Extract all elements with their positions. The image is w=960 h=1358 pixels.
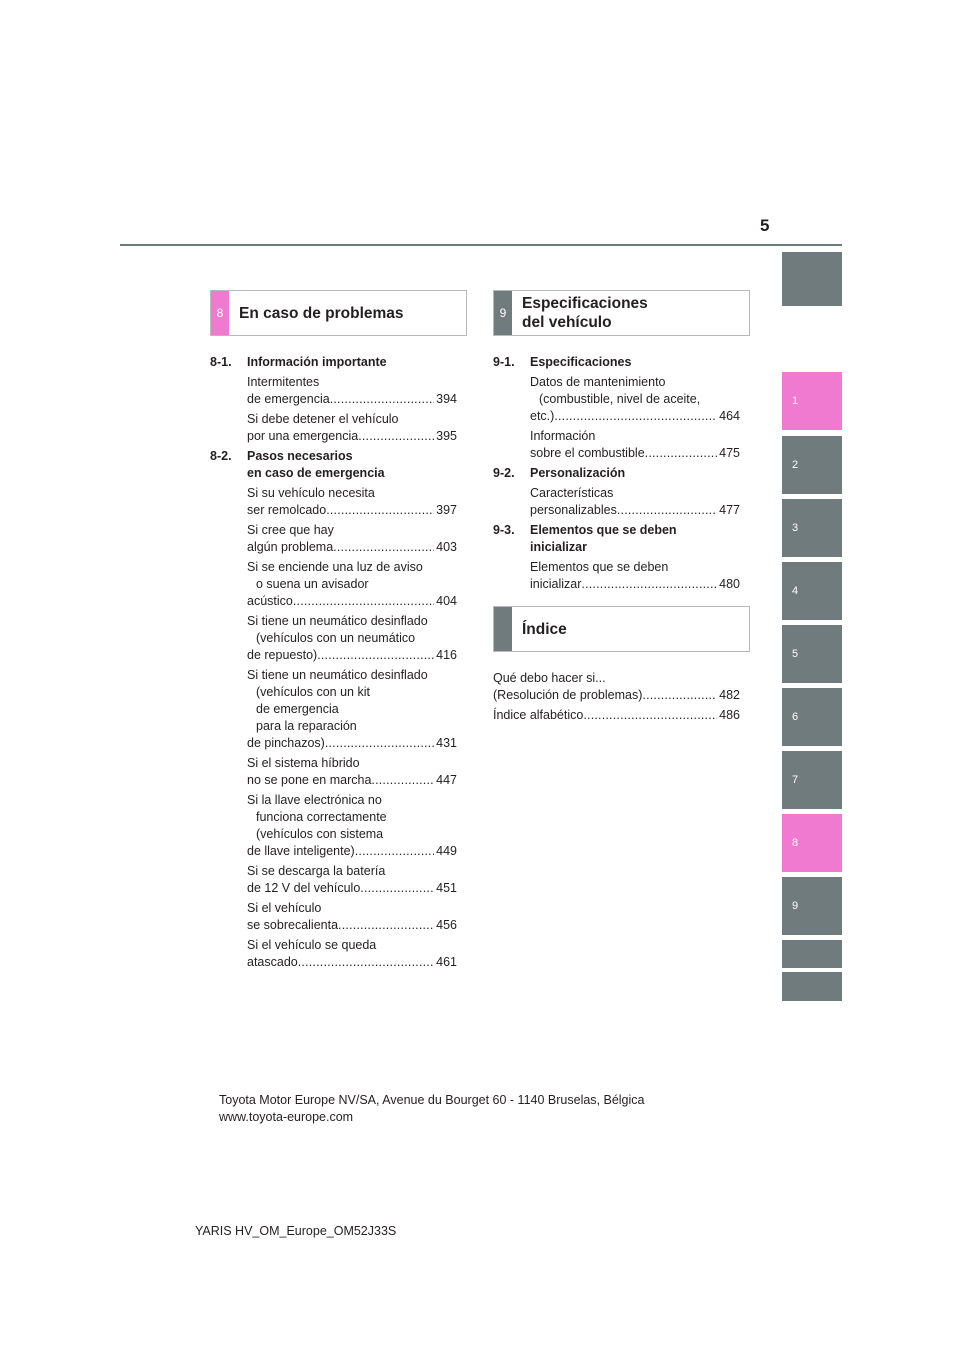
page-ref: 447 — [436, 773, 457, 787]
section-9-contents — [493, 354, 740, 596]
toc-entry[interactable]: Datos de mantenimiento (combustible, nivel de aceite, etc.) ..... 464 — [493, 374, 740, 425]
page-ref: 403 — [436, 540, 457, 554]
toc-entry[interactable]: Si el sistema híbrido no se pone en marcha ..... 447 — [210, 755, 457, 789]
toc-entry[interactable]: Qué debo hacer si... (Resolución de problemas) ..... 482 — [493, 670, 740, 704]
document-code: YARIS HV_OM_Europe_OM52J33S — [195, 1224, 397, 1238]
page-ref: 449 — [436, 844, 457, 858]
website-link[interactable]: www.toyota-europe.com — [219, 1110, 354, 1124]
toc-entry[interactable]: Si tiene un neumático desinflado (vehículos con un neumático de repuesto) ..... 416 — [210, 613, 457, 664]
toc-entry[interactable]: Si debe detener el vehículo por una emergencia ..... 395 — [210, 411, 457, 445]
page-ref: 486 — [719, 708, 740, 722]
page-ref: 395 — [436, 429, 457, 443]
index-header — [493, 606, 750, 652]
toc-entry[interactable]: Elementos que se deben inicializar ..... 480 — [493, 559, 740, 593]
page-ref: 464 — [719, 409, 740, 423]
side-tab-5[interactable]: 5 — [782, 625, 842, 683]
page-ref: 404 — [436, 594, 457, 608]
chapter-heading[interactable]: 9-3. Elementos que se deben inicializar — [493, 523, 677, 554]
page-ref: 461 — [436, 955, 457, 969]
chapter-heading[interactable]: 8-1. Información importante — [210, 355, 387, 369]
chapter-heading[interactable]: 9-1. Especificaciones — [493, 355, 632, 369]
page-ref: 451 — [436, 881, 457, 895]
toc-entry[interactable]: Si se descarga la batería de 12 V del vehículo ..... 451 — [210, 863, 457, 897]
side-tab-2[interactable]: 2 — [782, 436, 842, 494]
header-rule — [120, 244, 842, 246]
side-tab-1[interactable]: 1 — [782, 372, 842, 430]
toc-entry[interactable]: Si su vehículo necesita ser remolcado ..... 397 — [210, 485, 457, 519]
page-ref: 416 — [436, 648, 457, 662]
section-8-header — [210, 290, 467, 336]
side-tab-6[interactable]: 6 — [782, 688, 842, 746]
page-number: 5 — [760, 216, 770, 235]
section-8-number: 8 — [211, 291, 229, 335]
index-title: Índice — [522, 620, 567, 638]
toc-entry[interactable]: Información sobre el combustible ..... 475 — [493, 428, 740, 462]
toc-entry[interactable]: Intermitentes de emergencia ..... 394 — [210, 374, 457, 408]
chapter-heading[interactable]: 8-2. Pasos necesarios en caso de emergencia — [210, 449, 385, 480]
section-9-header — [493, 290, 750, 336]
page-ref: 431 — [436, 736, 457, 750]
toc-entry[interactable]: Si la llave electrónica no funciona correctamente (vehículos con sistema de llave inteligente) ..... 449 — [210, 792, 457, 860]
toc-entry[interactable]: Si tiene un neumático desinflado (vehículos con un kit de emergencia para la reparación de pinchazos) ..... 431 — [210, 667, 457, 752]
side-tab-blank-b[interactable] — [782, 972, 842, 1001]
side-tab-blank-top[interactable] — [782, 252, 842, 306]
toc-entry[interactable]: Si se enciende una luz de aviso o suena un avisador acústico ..... 404 — [210, 559, 457, 610]
index-color-bar — [494, 607, 512, 651]
toc-entry[interactable]: Características personalizables ..... 477 — [493, 485, 740, 519]
section-9-number: 9 — [494, 291, 512, 335]
section-8-title: En caso de problemas — [239, 304, 404, 322]
side-tab-3[interactable]: 3 — [782, 499, 842, 557]
toc-entry[interactable]: Si el vehículo se sobrecalienta ..... 456 — [210, 900, 457, 934]
page-ref: 477 — [719, 503, 740, 517]
side-tab-4[interactable]: 4 — [782, 562, 842, 620]
toc-entry[interactable]: Índice alfabético ..... 486 — [493, 707, 740, 724]
side-tab-7[interactable]: 7 — [782, 751, 842, 809]
page-ref: 397 — [436, 503, 457, 517]
page-ref: 475 — [719, 446, 740, 460]
page-ref: 394 — [436, 392, 457, 406]
section-9-title: Especificaciones del vehículo — [522, 295, 648, 331]
side-tab-8[interactable]: 8 — [782, 814, 842, 872]
page-ref: 456 — [436, 918, 457, 932]
toc-entry[interactable]: Si el vehículo se queda atascado ..... 461 — [210, 937, 457, 971]
side-tab-9[interactable]: 9 — [782, 877, 842, 935]
side-tab-blank-a[interactable] — [782, 940, 842, 968]
index-contents — [493, 670, 740, 727]
page-ref: 480 — [719, 577, 740, 591]
toc-entry[interactable]: Si cree que hay algún problema ..... 403 — [210, 522, 457, 556]
chapter-heading[interactable]: 9-2. Personalización — [493, 466, 626, 480]
section-8-contents — [210, 354, 457, 974]
publisher-address: Toyota Motor Europe NV/SA, Avenue du Bourget 60 - 1140 Bruselas, Bélgica www.toyota-europe.com — [219, 1093, 645, 1124]
page-ref: 482 — [719, 688, 740, 702]
